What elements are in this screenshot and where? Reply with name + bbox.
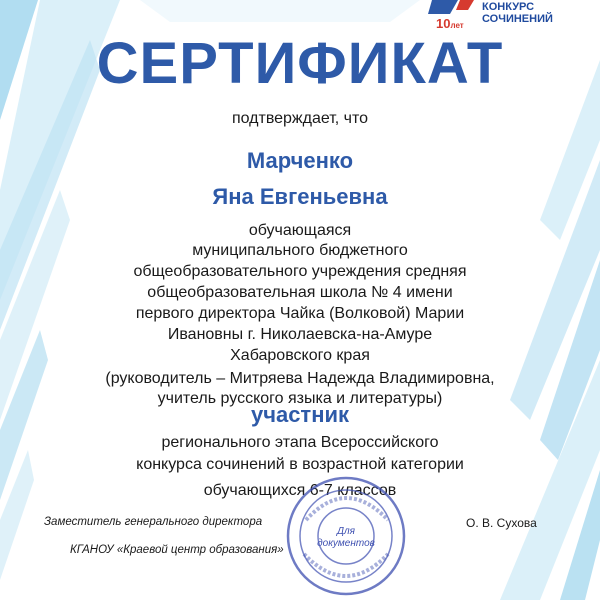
- stamp-text-line2: документов: [317, 538, 375, 549]
- event-line: регионального этапа Всероссийского: [161, 434, 439, 451]
- body-line: муниципального бюджетного: [192, 242, 408, 259]
- signatory-position: Заместитель генерального директора: [44, 516, 263, 528]
- logo-text: [482, 1, 553, 25]
- event-line: обучающихся 6-7 классов: [203, 482, 397, 499]
- supervisor-line: учитель русского языка и литературы): [157, 390, 443, 407]
- participant-status: участник: [250, 402, 350, 427]
- recipient-surname: Марченко: [246, 148, 354, 173]
- logo-years-suffix: лет: [450, 21, 464, 30]
- recipient-given-name: Яна Евгеньевна: [212, 184, 388, 209]
- supervisor-line: (руководитель – Митряева Надежда Владимировна,: [105, 370, 495, 387]
- signatory-organization: КГАНОУ «Краевой центр образования»: [70, 544, 284, 556]
- body-line: первого директора Чайка (Волковой) Марии: [135, 305, 465, 322]
- body-line: Ивановны г. Николаевска-на-Амуре: [167, 326, 433, 343]
- signatory-name: О. В. Сухова: [466, 516, 537, 530]
- certificate-title: СЕРТИФИКАТ: [96, 31, 504, 96]
- confirms-text: подтверждает, что: [231, 110, 369, 127]
- body-line: Хабаровского края: [230, 347, 370, 364]
- stamp-text-line1: Для: [336, 526, 356, 537]
- body-line: общеобразовательная школа № 4 имени: [147, 284, 453, 301]
- event-line: конкурса сочинений в возрастной категории: [136, 456, 464, 473]
- body-line: обучающаяся: [248, 222, 352, 239]
- logo-text-line1: КОНКУРС: [482, 1, 535, 13]
- body-line: общеобразовательного учреждения средняя: [133, 263, 467, 280]
- logo-years: [436, 16, 464, 31]
- logo-text-line2: СОЧИНЕНИЙ: [482, 13, 553, 25]
- official-stamp: [284, 474, 408, 598]
- logo-years-number: 10: [436, 16, 451, 31]
